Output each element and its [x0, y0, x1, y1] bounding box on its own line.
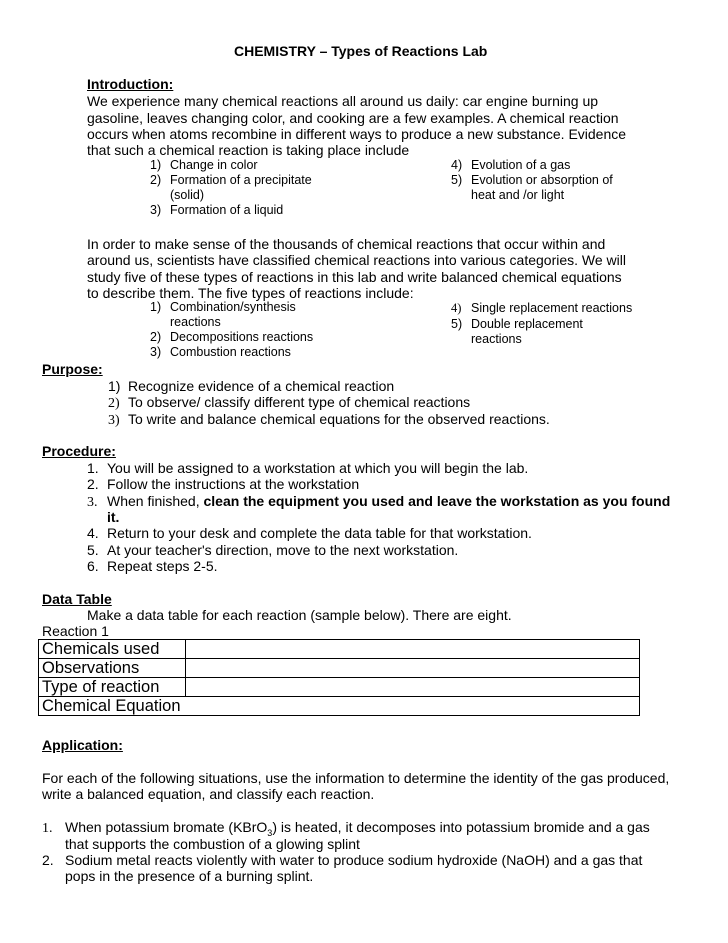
- table-cell: [186, 640, 640, 659]
- table-cell: [186, 678, 640, 697]
- procedure-step: 3. When finished, clean the equipment you used and leave the workstation as you found: [87, 493, 671, 510]
- reaction-label: Reaction 1: [42, 623, 109, 639]
- procedure-step: 2. Follow the instructions at the workstation: [87, 476, 360, 492]
- table-row-label: Chemicals used: [39, 640, 186, 659]
- procedure-step: 5. At your teacher's direction, move to the next workstation.: [87, 542, 459, 558]
- table-row-label: Observations: [39, 659, 186, 678]
- table-row-label: Chemical Equation: [39, 697, 640, 716]
- intro-paragraph-line: that such a chemical reaction is taking place include: [87, 142, 410, 158]
- reaction-type-continuation: reactions: [170, 315, 221, 329]
- procedure-step: 1. You will be assigned to a workstation at which you will begin the lab.: [87, 460, 529, 476]
- intro-paragraph-line: to describe them. The five types of reactions include:: [87, 285, 414, 301]
- reaction-type-item: 4) Single replacement reactions: [451, 301, 633, 315]
- intro-paragraph-line: gasoline, leaves changing color, and cooking are a few examples. A chemical reaction: [87, 110, 619, 126]
- data-table-heading: Data Table: [42, 591, 112, 607]
- introduction-heading: Introduction:: [87, 76, 174, 92]
- application-question: 1. When potassium bromate (KBrO$_3$) is heated, it decomposes into potassium bromide and a gas: [42, 819, 650, 838]
- table-row: [39, 697, 640, 716]
- purpose-heading: Purpose:: [42, 361, 103, 377]
- application-question-continuation: pops in the presence of a burning splint.: [65, 868, 314, 884]
- page-title: CHEMISTRY – Types of Reactions Lab: [234, 43, 488, 59]
- procedure-heading: Procedure:: [42, 443, 116, 459]
- reaction-type-item: 2) Decompositions reactions: [150, 330, 314, 344]
- application-question: 2. Sodium metal reacts violently with water to produce sodium hydroxide (NaOH) and a gas that: [42, 852, 643, 868]
- procedure-step: 4. Return to your desk and complete the data table for that workstation.: [87, 525, 532, 541]
- purpose-item: 2) To observe/ classify different type of chemical reactions: [108, 394, 471, 411]
- procedure-step-continuation: it.: [107, 509, 120, 525]
- evidence-item: 5) Evolution or absorption of: [451, 173, 613, 187]
- intro-paragraph-line: We experience many chemical reactions all around us daily: car engine burning up: [87, 93, 599, 109]
- data-table-instruction: Make a data table for each reaction (sample below). There are eight.: [87, 607, 512, 623]
- intro-paragraph-line: study five of these types of reactions in this lab and write balanced chemical equations: [87, 269, 622, 285]
- evidence-item: 1) Change in color: [150, 158, 258, 172]
- application-intro-line: write a balanced equation, and classify each reaction.: [42, 786, 375, 802]
- reaction-type-item: 1) Combination/synthesis: [150, 300, 296, 314]
- application-intro-line: For each of the following situations, use the information to determine the identity of the gas produced,: [42, 770, 670, 786]
- evidence-item-continuation: (solid): [170, 188, 205, 202]
- purpose-item: 1) Recognize evidence of a chemical reaction: [108, 378, 395, 394]
- reaction-type-continuation: reactions: [471, 332, 522, 346]
- application-question-continuation: that supports the combustion of a glowing splint: [65, 836, 360, 852]
- intro-paragraph-line: In order to make sense of the thousands of chemical reactions that occur within and: [87, 236, 606, 252]
- intro-paragraph-line: occurs when atoms recombine in different ways to produce a new substance. Evidence: [87, 126, 627, 142]
- evidence-item: 2) Formation of a precipitate: [150, 173, 312, 187]
- procedure-step: 6. Repeat steps 2-5.: [87, 558, 218, 574]
- purpose-item: 3) To write and balance chemical equations for the observed reactions.: [108, 411, 550, 428]
- evidence-item: 4) Evolution of a gas: [451, 158, 571, 172]
- table-row: [39, 678, 640, 697]
- reaction-type-item: 5) Double replacement: [451, 317, 583, 331]
- intro-paragraph-line: around us, scientists have classified chemical reactions into various categories. We will: [87, 252, 626, 268]
- evidence-item-continuation: heat and /or light: [471, 188, 565, 202]
- data-table: [38, 639, 640, 716]
- table-row: [39, 659, 640, 678]
- table-cell: [186, 659, 640, 678]
- evidence-item: 3) Formation of a liquid: [150, 203, 284, 217]
- table-row-label: Type of reaction: [39, 678, 186, 697]
- reaction-type-item: 3) Combustion reactions: [150, 345, 291, 359]
- table-row: [39, 640, 640, 659]
- application-heading: Application:: [42, 737, 123, 753]
